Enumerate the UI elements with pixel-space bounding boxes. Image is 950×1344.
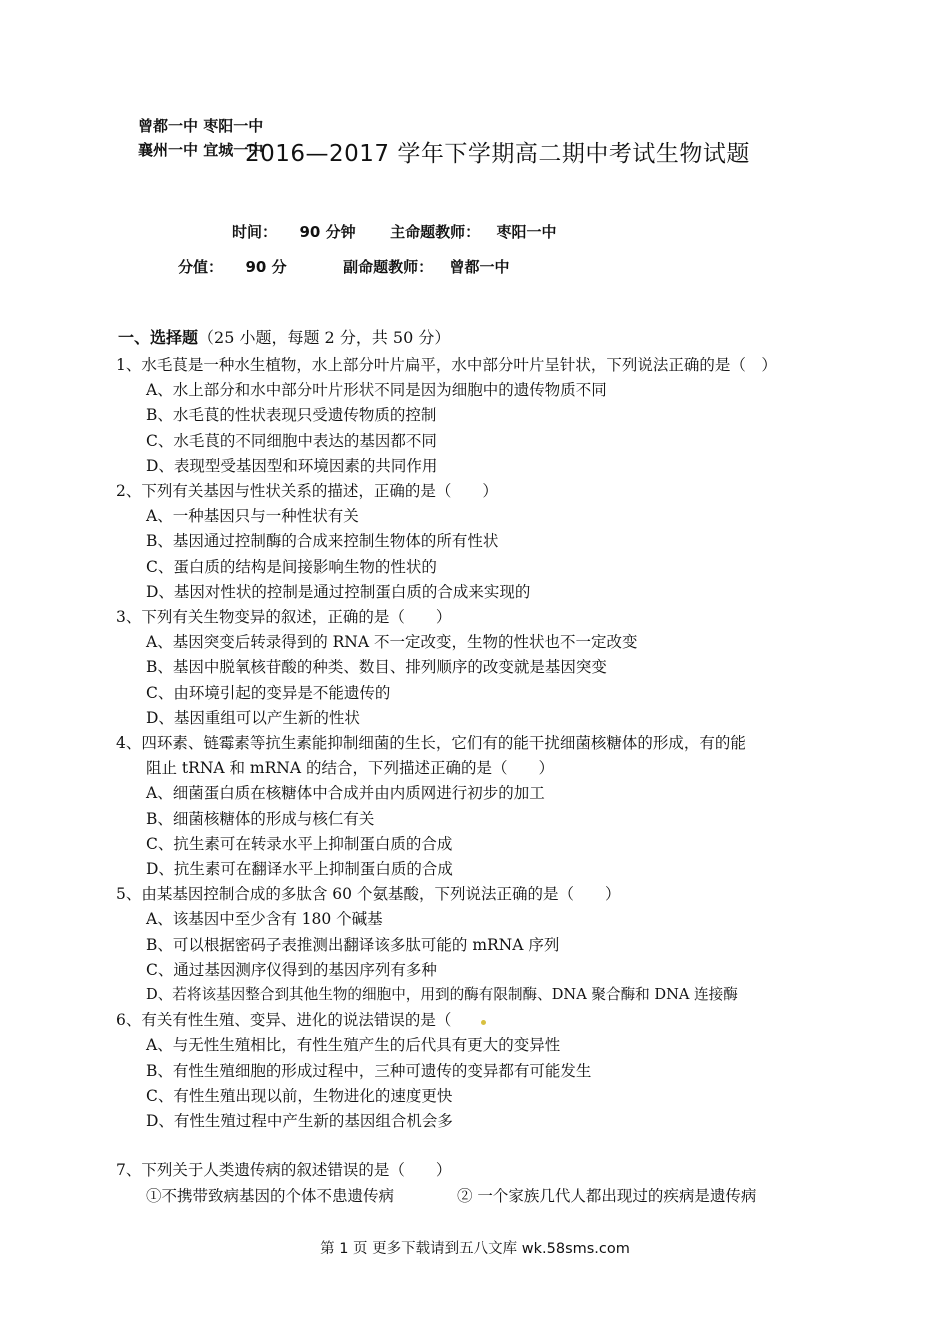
question-5-option-d: D、若将该基因整合到其他生物的细胞中，用到的酶有限制酶、DNA 聚合酶和 DNA 连接酶	[146, 986, 738, 1003]
question-3-option-a: A、基因突变后转录得到的 RNA 不一定改变，生物的性状也不一定改变	[146, 633, 638, 651]
exam-score-row	[178, 256, 510, 277]
question-3-option-b: B、基因中脱氧核苷酸的种类、数目、排列顺序的改变就是基因突变	[146, 658, 607, 676]
question-2-option-c: C、蛋白质的结构是间接影响生物的性状的	[146, 558, 437, 576]
question-6-option-c: C、有性生殖出现以前，生物进化的速度更快	[146, 1087, 453, 1105]
question-2-option-a: A、一种基因只与一种性状有关	[146, 507, 359, 525]
question-6-stem: 6、有关有性生殖、变异、进化的说法错误的是（	[116, 1011, 452, 1029]
question-4-stem-continued: 阻止 tRNA 和 mRNA 的结合，下列描述正确的是（ ）	[146, 759, 554, 777]
question-4-option-a: A、细菌蛋白质在核糖体中合成并由内质网进行初步的加工	[146, 784, 545, 802]
question-1-option-c: C、水毛茛的不同细胞中表达的基因都不同	[146, 432, 437, 450]
time-value: 90 分钟	[299, 223, 356, 241]
question-1-stem: 1、水毛茛是一种水生植物，水上部分叶片扁平，水中部分叶片呈针状，下列说法正确的是（ ）	[116, 356, 777, 374]
question-7-stem: 7、下列关于人类遗传病的叙述错误的是（ ）	[116, 1161, 452, 1179]
section-title: 一、选择题	[118, 328, 199, 347]
question-2-option-b: B、基因通过控制酶的合成来控制生物体的所有性状	[146, 532, 499, 550]
question-6-option-d: D、有性生殖过程中产生新的基因组合机会多	[146, 1112, 453, 1130]
question-3-stem: 3、下列有关生物变异的叙述，正确的是（ ）	[116, 608, 452, 626]
score-value: 90 分	[245, 258, 287, 276]
score-label: 分值：	[178, 258, 224, 276]
question-1-option-a: A、水上部分和水中部分叶片形状不同是因为细胞中的遗传物质不同	[146, 381, 607, 399]
question-5-option-c: C、通过基因测序仪得到的基因序列有多种	[146, 961, 437, 979]
page-title: 2016—2017 学年下学期高二期中考试生物试题	[245, 141, 750, 167]
chief-teacher-value: 枣阳一中	[496, 223, 557, 241]
question-4-option-b: B、细菌核糖体的形成与核仁有关	[146, 810, 375, 828]
question-6-option-a: A、与无性生殖相比，有性生殖产生的后代具有更大的变异性	[146, 1036, 561, 1054]
chief-teacher-label: 主命题教师：	[390, 223, 481, 241]
highlight-mark	[481, 1020, 486, 1025]
question-2-stem: 2、下列有关基因与性状关系的描述，正确的是（ ）	[116, 482, 498, 500]
question-4-option-c: C、抗生素可在转录水平上抑制蛋白质的合成	[146, 835, 453, 853]
question-4-stem: 4、四环素、链霉素等抗生素能抑制细菌的生长，它们有的能干扰细菌核糖体的形成，有的能	[116, 734, 746, 752]
question-5-option-a: A、该基因中至少含有 180 个碱基	[146, 910, 383, 928]
question-2-option-d: D、基因对性状的控制是通过控制蛋白质的合成来实现的	[146, 583, 531, 601]
question-5-option-b: B、可以根据密码子表推测出翻译该多肽可能的 mRNA 序列	[146, 936, 560, 954]
question-1-option-b: B、水毛茛的性状表现只受遗传物质的控制	[146, 406, 437, 424]
question-5-stem: 5、由某基因控制合成的多肽含 60 个氨基酸，下列说法正确的是（ ）	[116, 885, 621, 903]
section-note: （25 小题，每题 2 分，共 50 分）	[198, 328, 451, 347]
deputy-teacher-label: 副命题教师：	[343, 258, 434, 276]
question-7-statement-1: ①不携带致病基因的个体不患遗传病	[146, 1187, 395, 1205]
question-3-option-d: D、基因重组可以产生新的性状	[146, 709, 360, 727]
school-line-1: 曾都一中 枣阳一中	[138, 117, 264, 135]
question-7-statement-2: ② 一个家族几代人都出现过的疾病是遗传病	[457, 1187, 757, 1205]
exam-time-row	[232, 221, 557, 242]
question-3-option-c: C、由环境引起的变异是不能遗传的	[146, 684, 391, 702]
school-line-2: 襄州一中 宜城一中	[138, 141, 264, 159]
time-label: 时间：	[232, 223, 278, 241]
question-1-option-d: D、表现型受基因型和环境因素的共同作用	[146, 457, 438, 475]
page-footer: 第 1 页 更多下载请到五八文库 wk.58sms.com	[320, 1241, 630, 1257]
section-heading	[118, 325, 450, 348]
question-6-option-b: B、有性生殖细胞的形成过程中，三种可遗传的变异都有可能发生	[146, 1062, 592, 1080]
deputy-teacher-value: 曾都一中	[449, 258, 510, 276]
question-4-option-d: D、抗生素可在翻译水平上抑制蛋白质的合成	[146, 860, 453, 878]
